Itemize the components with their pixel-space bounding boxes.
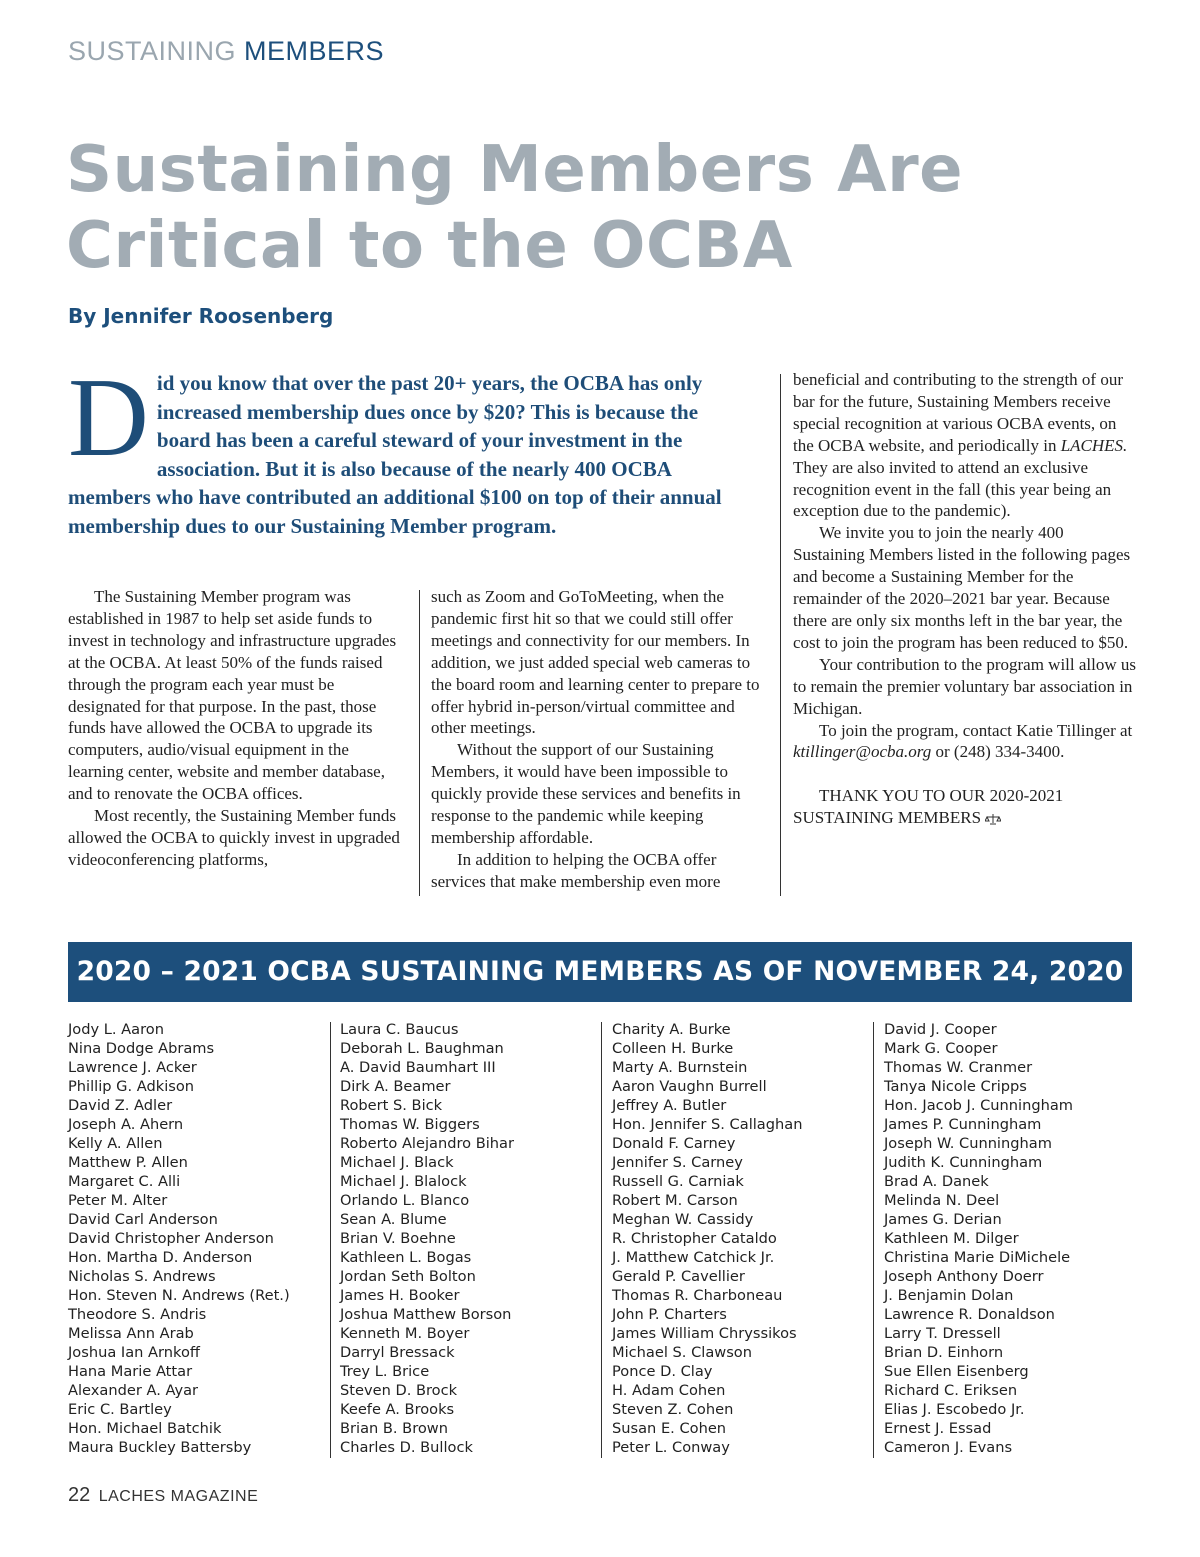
body-paragraph: Without the support of our Sustaining Members, it would have been impossible to quickly provide these services and benefits in response to the pandemic while keeping membership affordable. [431, 740, 741, 847]
member-name: Brian D. Einhorn [884, 1344, 1004, 1361]
members-banner-title: 2020 – 2021 OCBA SUSTAINING MEMBERS AS OF NOVEMBER 24, 2020 [76, 956, 1124, 987]
member-name: Ponce D. Clay [612, 1363, 713, 1380]
column-divider [873, 1022, 874, 1458]
members-column-3 [612, 1020, 802, 1457]
member-name: Hana Marie Attar [68, 1363, 193, 1380]
member-name: Joseph Anthony Doerr [884, 1268, 1044, 1285]
member-name: Kenneth M. Boyer [340, 1325, 470, 1342]
section-label-light: SUSTAINING [68, 36, 237, 66]
member-name: Hon. Michael Batchik [68, 1420, 222, 1437]
member-name: David J. Cooper [884, 1021, 997, 1038]
member-name: Lawrence J. Acker [68, 1059, 197, 1076]
member-name: Hon. Martha D. Anderson [68, 1249, 253, 1266]
article-title-line-2: Critical to the OCBA [66, 209, 793, 283]
member-name: Hon. Steven N. Andrews (Ret.) [68, 1287, 290, 1304]
body-column-1 [68, 586, 408, 871]
column-divider [419, 590, 420, 896]
member-name: J. Matthew Catchick Jr. [612, 1249, 775, 1266]
member-name: Brian B. Brown [340, 1420, 448, 1437]
member-name: Deborah L. Baughman [340, 1040, 504, 1057]
member-name: Cameron J. Evans [884, 1439, 1013, 1456]
member-name: Thomas W. Biggers [340, 1116, 480, 1133]
member-name: Steven D. Brock [340, 1382, 458, 1399]
member-name: Peter L. Conway [612, 1439, 730, 1456]
column-divider [330, 1022, 331, 1458]
member-name: Margaret C. Alli [68, 1173, 181, 1190]
member-name: Eric C. Bartley [68, 1401, 172, 1418]
drop-cap: D [68, 356, 149, 480]
column-divider [601, 1022, 602, 1458]
member-name: Larry T. Dressell [884, 1325, 1001, 1342]
member-name: Theodore S. Andris [68, 1306, 207, 1323]
column-divider [780, 374, 781, 896]
text-run: To join the program, contact Katie Tillinger at [819, 720, 1133, 740]
member-name: Alexander A. Ayar [68, 1382, 199, 1399]
members-column-4 [884, 1020, 1073, 1457]
contact-email-link[interactable]: ktillinger@ocba.org [793, 742, 932, 762]
member-name: Tanya Nicole Cripps [884, 1078, 1027, 1095]
body-column-2 [431, 586, 769, 893]
member-name: Marty A. Burnstein [612, 1059, 748, 1076]
member-name: Laura C. Baucus [340, 1021, 459, 1038]
body-column-3 [793, 369, 1138, 829]
members-column-1 [68, 1020, 290, 1457]
member-name: Dirk A. Beamer [340, 1078, 451, 1095]
member-name: Michael S. Clawson [612, 1344, 752, 1361]
member-name: Robert M. Carson [612, 1192, 738, 1209]
member-name: Kathleen L. Bogas [340, 1249, 472, 1266]
member-name: Joseph W. Cunningham [884, 1135, 1052, 1152]
member-name: Mark G. Cooper [884, 1040, 998, 1057]
member-name: Trey L. Brice [340, 1363, 430, 1380]
member-name: Colleen H. Burke [612, 1040, 734, 1057]
member-name: A. David Baumhart III [340, 1059, 496, 1076]
article-title-line-1: Sustaining Members Are [66, 133, 964, 207]
text-run: beneficial and contributing to the strength of our bar for the future, Sustaining Members receive special recognition at various OCBA events, on the OCBA website, and periodically in [793, 370, 1123, 455]
article-title [66, 132, 1066, 284]
member-name: Kelly A. Allen [68, 1135, 163, 1152]
member-name: Steven Z. Cohen [612, 1401, 734, 1418]
magazine-title: LACHES MAGAZINE [98, 1488, 259, 1505]
member-name: Michael J. Black [340, 1154, 454, 1171]
thank-you-line [793, 785, 1138, 829]
member-name: Roberto Alejandro Bihar [340, 1135, 514, 1152]
member-name: Joseph A. Ahern [68, 1116, 184, 1133]
member-name: Thomas R. Charboneau [612, 1287, 783, 1304]
member-name: R. Christopher Cataldo [612, 1230, 777, 1247]
member-name: Peter M. Alter [68, 1192, 168, 1209]
member-name: James G. Derian [884, 1211, 1002, 1228]
byline: By Jennifer Roosenberg [68, 304, 334, 328]
member-name: Michael J. Blalock [340, 1173, 467, 1190]
text-run: They are also invited to attend an exclusive recognition event in the fall (this year being an exception due to the pandemic). [793, 457, 1112, 521]
body-paragraph: We invite you to join the nearly 400 Sustaining Members listed in the following pages and become a Sustaining Member for the remainder of the 2020–2021 bar year. Because there are only six months left in the bar year, the cost to join the program has been reduced to $50. [793, 523, 1131, 652]
member-name: Joshua Matthew Borson [340, 1306, 512, 1323]
page-number: 22 [68, 1484, 91, 1506]
lead-text: id you know that over the past 20+ years, the OCBA has only increased membership dues once by $20? This is because the board has been a careful steward of your investment in the association. But it is also because of the nearly 400 OCBA members who have contributed an additional $100 on top of their annual membership dues to our Sustaining Member program. [68, 371, 722, 538]
member-name: Charity A. Burke [612, 1021, 731, 1038]
text-run: or (248) 334-3400. [931, 742, 1065, 762]
member-name: John P. Charters [612, 1306, 727, 1323]
member-name: Charles D. Bullock [340, 1439, 473, 1456]
member-name: Robert S. Bick [340, 1097, 443, 1114]
page-footer [68, 1484, 258, 1507]
member-name: Orlando L. Blanco [340, 1192, 470, 1209]
body-paragraph: Most recently, the Sustaining Member funds allowed the OCBA to quickly invest in upgraded videoconferencing platforms, [68, 806, 400, 869]
member-name: Nicholas S. Andrews [68, 1268, 216, 1285]
member-name: Joshua Ian Arnkoff [68, 1344, 200, 1361]
member-name: Melissa Ann Arab [68, 1325, 194, 1342]
body-paragraph: such as Zoom and GoToMeeting, when the pandemic first hit so that we could still offer meetings and connectivity for our members. In addition, we just added special web cameras to the board room and learning center to prepare to offer hybrid in-person/virtual committee and other meetings. [431, 587, 760, 738]
member-name: Meghan W. Cassidy [612, 1211, 754, 1228]
magazine-name: LACHES. [1060, 435, 1128, 455]
member-name: James William Chryssikos [612, 1325, 797, 1342]
member-name: Melinda N. Deel [884, 1192, 1000, 1209]
member-name: David Z. Adler [68, 1097, 173, 1114]
member-name: Matthew P. Allen [68, 1154, 188, 1171]
member-name: Jody L. Aaron [68, 1021, 164, 1038]
body-paragraph: In addition to helping the OCBA offer services that make membership even more [431, 849, 721, 891]
member-name: Darryl Bressack [340, 1344, 455, 1361]
member-name: Hon. Jacob J. Cunningham [884, 1097, 1074, 1114]
body-paragraph [793, 720, 1138, 764]
member-name: Jeffrey A. Butler [612, 1097, 727, 1114]
member-name: David Christopher Anderson [68, 1230, 274, 1247]
member-name: Sean A. Blume [340, 1211, 447, 1228]
member-name: Jennifer S. Carney [612, 1154, 743, 1171]
thank-you-text: THANK YOU TO OUR 2020-2021 SUSTAINING MEMBERS [793, 786, 1064, 828]
member-name: Kathleen M. Dilger [884, 1230, 1019, 1247]
member-name: Aaron Vaughn Burrell [612, 1078, 767, 1095]
member-name: Hon. Jennifer S. Callaghan [612, 1116, 803, 1133]
member-name: Judith K. Cunningham [884, 1154, 1043, 1171]
member-name: James P. Cunningham [884, 1116, 1042, 1133]
body-paragraph [793, 369, 1138, 522]
member-name: David Carl Anderson [68, 1211, 218, 1228]
member-name: Sue Ellen Eisenberg [884, 1363, 1029, 1380]
member-name: James H. Booker [340, 1287, 460, 1304]
section-label [68, 36, 384, 67]
member-name: J. Benjamin Dolan [884, 1287, 1014, 1304]
member-name: Ernest J. Essad [884, 1420, 992, 1437]
member-name: Christina Marie DiMichele [884, 1249, 1071, 1266]
member-name: Jordan Seth Bolton [340, 1268, 476, 1285]
member-name: Maura Buckley Battersby [68, 1439, 252, 1456]
member-name: Donald F. Carney [612, 1135, 736, 1152]
member-name: Russell G. Carniak [612, 1173, 744, 1190]
member-name: H. Adam Cohen [612, 1382, 726, 1399]
members-column-2 [340, 1020, 514, 1457]
member-name: Brad A. Danek [884, 1173, 989, 1190]
member-name: Lawrence R. Donaldson [884, 1306, 1055, 1323]
members-banner [68, 942, 1132, 1002]
member-name: Brian V. Boehne [340, 1230, 456, 1247]
member-name: Gerald P. Cavellier [612, 1268, 745, 1285]
member-name: Thomas W. Cranmer [884, 1059, 1033, 1076]
member-name: Richard C. Eriksen [884, 1382, 1018, 1399]
member-name: Nina Dodge Abrams [68, 1040, 215, 1057]
lead-paragraph [68, 356, 748, 541]
end-mark-icon [985, 813, 1001, 825]
member-name: Elias J. Escobedo Jr. [884, 1401, 1025, 1418]
member-name: Keefe A. Brooks [340, 1401, 455, 1418]
member-name: Phillip G. Adkison [68, 1078, 195, 1095]
body-paragraph: Your contribution to the program will allow us to remain the premier voluntary bar association in Michigan. [793, 654, 1136, 718]
member-name: Susan E. Cohen [612, 1420, 727, 1437]
section-label-strong: MEMBERS [244, 36, 385, 66]
body-paragraph: The Sustaining Member program was established in 1987 to help set aside funds to invest in technology and infrastructure upgrades at the OCBA. At least 50% of the funds raised through the program each year must be designated for that purpose. In the past, those funds have allowed the OCBA to upgrade its computers, audio/visual equipment in the learning center, website and member database, and to renovate the OCBA offices. [68, 587, 397, 804]
